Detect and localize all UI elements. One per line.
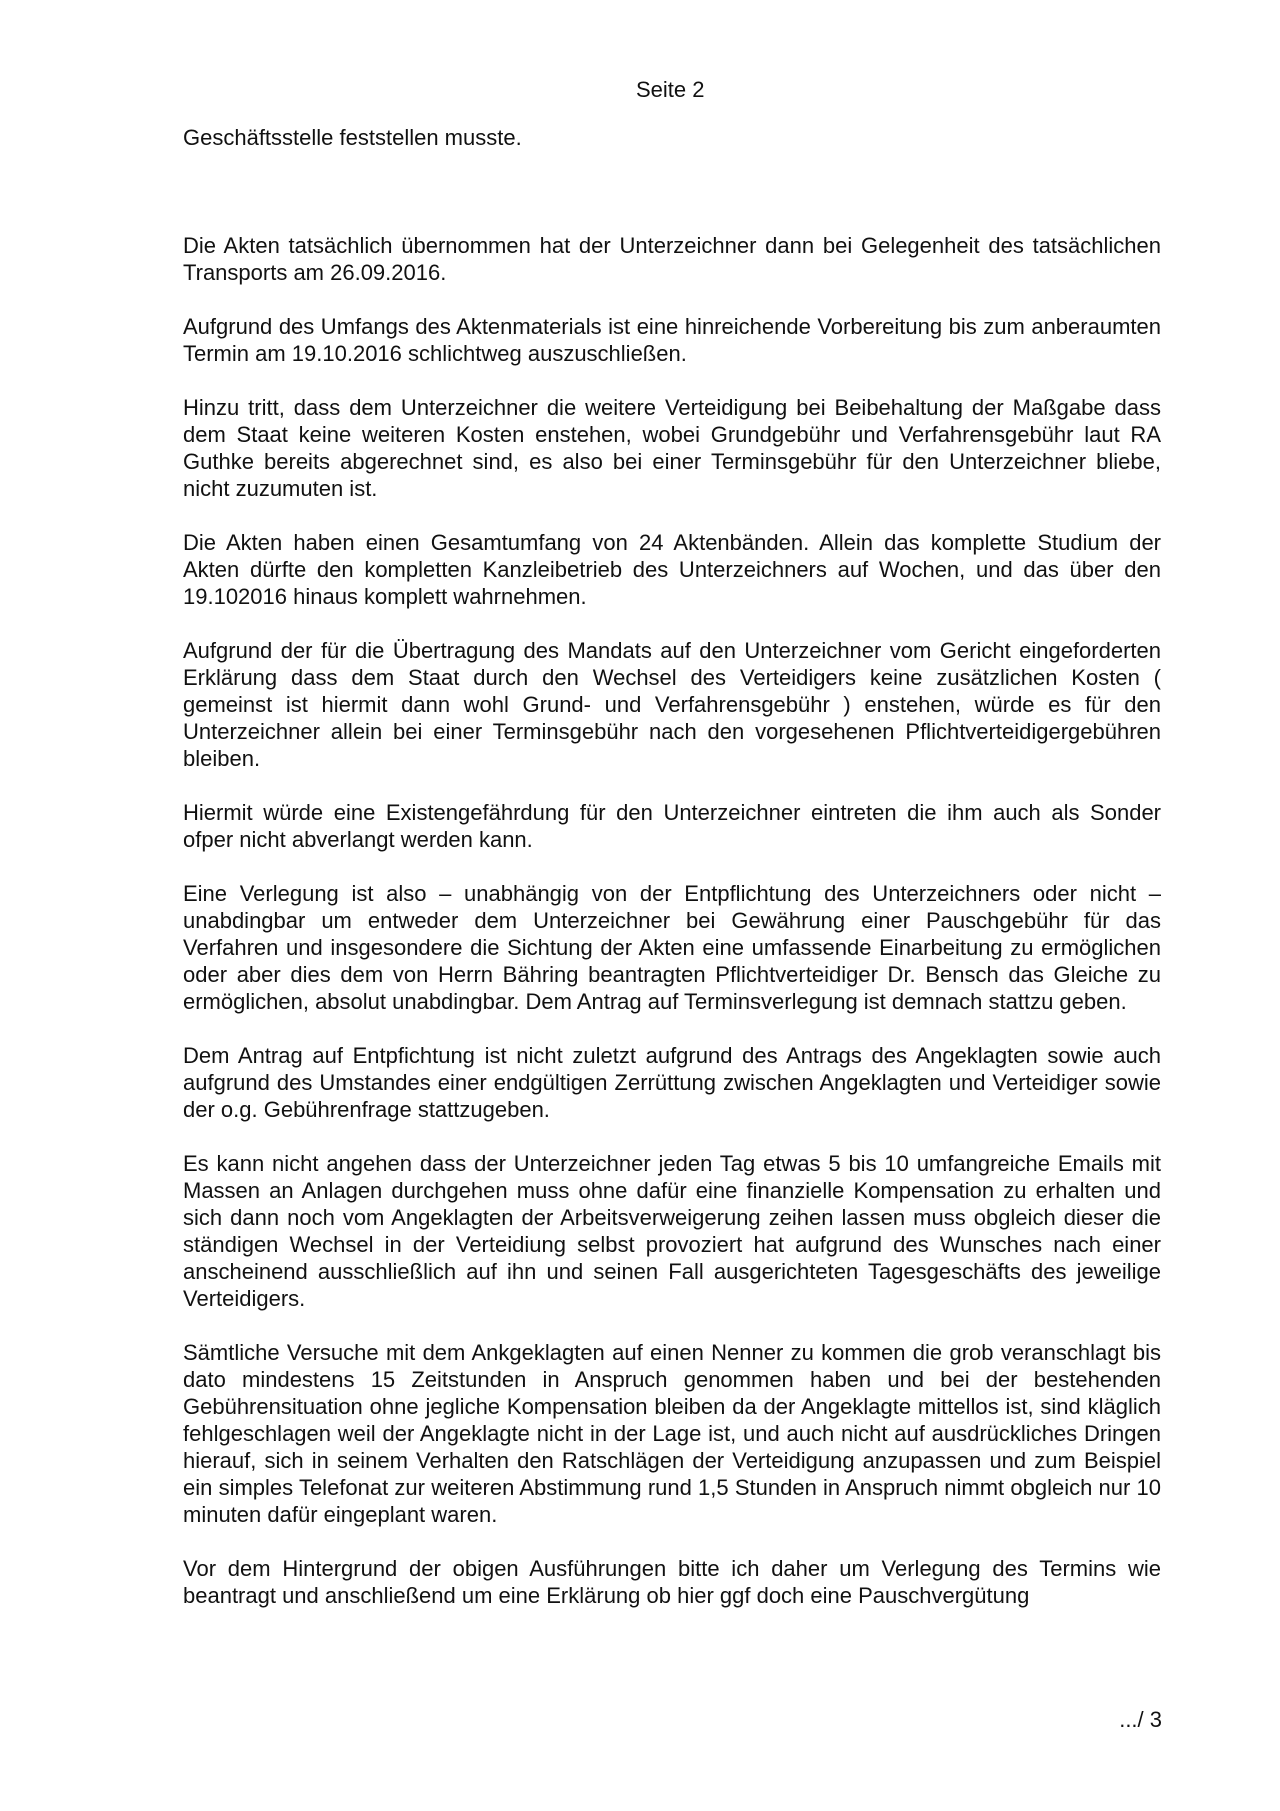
continuation-marker: .../ 3: [1119, 1707, 1162, 1732]
paragraph: Es kann nicht angehen dass der Unterzeichner jeden Tag etwas 5 bis 10 umfangreiche Emails mit Massen an Anlagen durchgehen muss ohne dafür eine finanzielle Kompensation zu erhalten und sich dann noch vom Angeklagten der Arbeitsverweigerung zeihen lassen muss obgleich dieser die ständigen Wechsel in der Verteidiung selbst provoziert hat aufgrund des Wunsches nach einer anscheinend ausschließlich auf ihn und seinen Fall ausgerichteten Tagesgeschäfts des jeweilige Verteidigers.: [183, 1151, 1161, 1311]
paragraph: Eine Verlegung ist also – unabhängig von der Entpflichtung des Unterzeichners oder nicht – unabdingbar um entweder dem Unterzeichner bei Gewährung einer Pauschgebühr für das Verfahren und insgesondere die Sichtung der Akten eine umfassende Einarbeitung zu ermöglichen oder aber dies dem von Herrn Bähring beantragten Pflichtverteidiger Dr. Bensch das Gleiche zu ermöglichen, absolut unabdingbar. Dem Antrag auf Terminsverlegung ist demnach stattzu geben.: [183, 881, 1161, 1014]
paragraph: Dem Antrag auf Entpfichtung ist nicht zuletzt aufgrund des Antrags des Angeklagten sowie auch aufgrund des Umstandes einer endgültigen Zerrüttung zwischen Angeklagten und Verteidiger sowie der o.g. Gebührenfrage stattzugeben.: [183, 1043, 1161, 1122]
paragraph: Hinzu tritt, dass dem Unterzeichner die weitere Verteidigung bei Beibehaltung der Maßgabe dass dem Staat keine weiteren Kosten enstehen, wobei Grundgebühr und Verfahrensgebühr laut RA Guthke bereits abgerechnet sind, es also bei einer Terminsgebühr für den Unterzeichner bliebe, nicht zuzumuten ist.: [183, 395, 1161, 501]
paragraph: Sämtliche Versuche mit dem Ankgeklagten auf einen Nenner zu kommen die grob veranschlagt bis dato mindestens 15 Zeitstunden in Anspruch genommen haben und bei der bestehenden Gebührensituation ohne jegliche Kompensation bleiben da der Angeklagte mittellos ist, sind kläglich fehlgeschlagen weil der Angeklagte nicht in der Lage ist, und auch nicht auf ausdrückliches Dringen hierauf, sich in seinem Verhalten den Ratschlägen der Verteidigung anzupassen und zum Beispiel ein simples Telefonat zur weiteren Abstimmung rund 1,5 Stunden in Anspruch nimmt obgleich nur 10 minuten dafür eingeplant waren.: [183, 1340, 1161, 1527]
carry-over-line: Geschäftsstelle feststellen musste.: [183, 125, 522, 150]
letter-body: [183, 232, 1161, 1609]
page-number: Seite 2: [636, 77, 705, 102]
paragraph: Vor dem Hintergrund der obigen Ausführungen bitte ich daher um Verlegung des Termins wie beantragt und anschließend um eine Erklärung ob hier ggf doch eine Pauschvergütung: [183, 1556, 1161, 1608]
paragraph: Aufgrund des Umfangs des Aktenmaterials ist eine hinreichende Vorbereitung bis zum anberaumten Termin am 19.10.2016 schlichtweg auszuschließen.: [183, 314, 1161, 366]
paragraph: Aufgrund der für die Übertragung des Mandats auf den Unterzeichner vom Gericht eingeforderten Erklärung dass dem Staat durch den Wechsel des Verteidigers keine zusätzlichen Kosten ( gemeinst ist hiermit dann wohl Grund- und Verfahrensgebühr ) enstehen, würde es für den Unterzeichner allein bei einer Terminsgebühr nach den vorgesehenen Pflichtverteidigergebühren bleiben.: [183, 638, 1161, 771]
paragraph: Die Akten haben einen Gesamtumfang von 24 Aktenbänden. Allein das komplette Studium der Akten dürfte den kompletten Kanzleibetrieb des Unterzeichners auf Wochen, und das über den 19.102016 hinaus komplett wahrnehmen.: [183, 530, 1161, 609]
paragraph: Die Akten tatsächlich übernommen hat der Unterzeichner dann bei Gelegenheit des tatsächlichen Transports am 26.09.2016.: [183, 233, 1161, 285]
paragraph: Hiermit würde eine Existengefährdung für den Unterzeichner eintreten die ihm auch als Sonder ofper nicht abverlangt werden kann.: [183, 800, 1161, 852]
